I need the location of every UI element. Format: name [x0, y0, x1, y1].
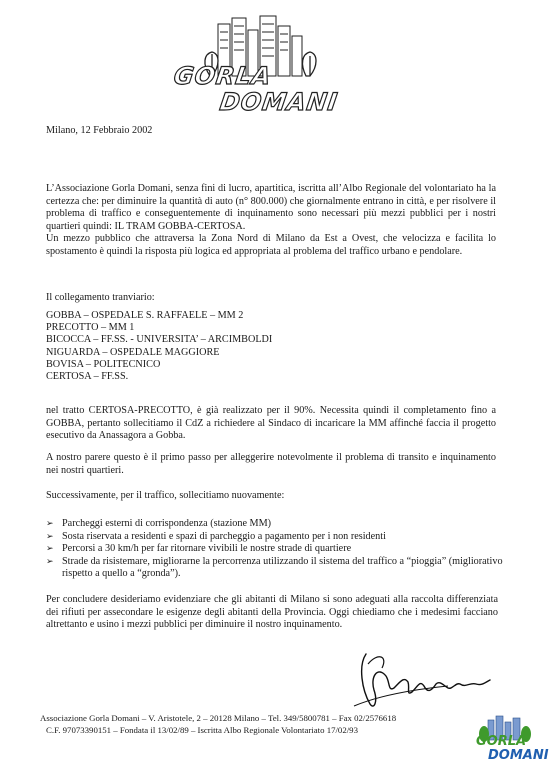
route-list [46, 310, 272, 383]
arrow-bullet-icon: ➢ [46, 531, 54, 542]
progress-paragraph: nel tratto CERTOSA-PRECOTTO, è già realizzato per il 90%. Necessita quindi il completamento fino a GOBBA, pertanto sollecitiamo il CdZ a richiedere al Sindaco di incaricare la MM affinché faccia il progetto esecutivo da Anassagora a Gobba. [46, 405, 496, 442]
opinion-paragraph: A nostro parere questo è il primo passo per alleggerire notevolmente il problema di transito e inquinamento nei nostri quartieri. [46, 452, 496, 476]
route-item: BICOCCA – FF.SS. - UNIVERSITA’ – ARCIMBOLDI [46, 334, 273, 346]
route-item: GOBBA – OSPEDALE S. RAFFAELE – MM 2 [46, 310, 244, 321]
footer-logo-line-2: DOMANI [488, 748, 549, 763]
list-item [46, 518, 506, 531]
request-list [46, 518, 506, 581]
header-logo [168, 14, 338, 118]
list-item [46, 556, 506, 581]
footer-registration: C.F. 97073390151 – Fondata il 13/02/89 – Iscritta Albo Regionale Volontariato 17/02/93 [46, 725, 358, 735]
intro-text-continued: Un mezzo pubblico che attraversa la Zona Nord di Milano da Est a Ovest, che velocizza e facilita lo spostamento è quindi la risposta più logica ed appropriata al problema del traffico urbano e pendolare. [46, 233, 496, 257]
route-item: CERTOSA – FF.SS. [46, 370, 129, 382]
footer-logo [474, 714, 549, 766]
handwritten-signature [348, 646, 498, 716]
logo-line-2: DOMANI [218, 88, 340, 116]
arrow-bullet-icon: ➢ [46, 544, 54, 555]
intro-paragraph [46, 183, 496, 259]
list-item-text: Strade da risistemare, migliorarne la percorrenza utilizzando il sistema del traffico a “pioggia” (migliorativo rispetto a quello a “gronda”). [62, 555, 503, 580]
route-item: NIGUARDA – OSPEDALE MAGGIORE [46, 346, 220, 358]
footer-address: Associazione Gorla Domani – V. Aristotele, 2 – 20128 Milano – Tel. 349/5800781 – Fax 02/2576618 [40, 713, 397, 723]
intro-text: L’Associazione Gorla Domani, senza fini di lucro, apartitica, iscritta all’Albo Regionale del volontariato ha la certezza che: per diminuire la quantità di auto (n° 800.000) che giornalmente entrano in città, e per risolvere il problema di traffico e conseguentemente di inquinamento sono necessari più mezzi pubblici per i nostri quartieri quindi: IL TRAM GOBBA-CERTOSA. [46, 183, 496, 232]
list-item-text: Sosta riservata a residenti e spazi di parcheggio a pagamento per i non residenti [62, 530, 386, 542]
requests-intro: Successivamente, per il traffico, sollecitiamo nuovamente: [46, 490, 285, 501]
list-item-text: Percorsi a 30 km/h per far ritornare vivibili le nostre strade di quartiere [62, 543, 352, 555]
list-item [46, 531, 506, 544]
logo-line-1: GORLA [172, 62, 274, 90]
footer-logo-line-1: GORLA [476, 734, 527, 749]
letter-date: Milano, 12 Febbraio 2002 [46, 125, 153, 136]
arrow-bullet-icon: ➢ [46, 556, 54, 567]
arrow-bullet-icon: ➢ [46, 519, 54, 529]
closing-paragraph: Per concludere desideriamo evidenziare che gli abitanti di Milano si sono adeguati alla raccolta differenziata dei rifiuti per assecondare le esigenze degli abitanti della Provincia. Oggi chiediamo che i medesimi facciano altrettanto e usino i mezzi pubblici per diminuire il nostro inquinamento. [46, 594, 498, 631]
route-label: Il collegamento tranviario: [46, 292, 155, 303]
route-item: PRECOTTO – MM 1 [46, 322, 135, 334]
letter-footer [40, 712, 396, 736]
list-item-text: Parcheggi esterni di corrispondenza (stazione MM) [62, 518, 272, 529]
list-item [46, 543, 506, 556]
route-item: BOVISA – POLITECNICO [46, 358, 161, 370]
